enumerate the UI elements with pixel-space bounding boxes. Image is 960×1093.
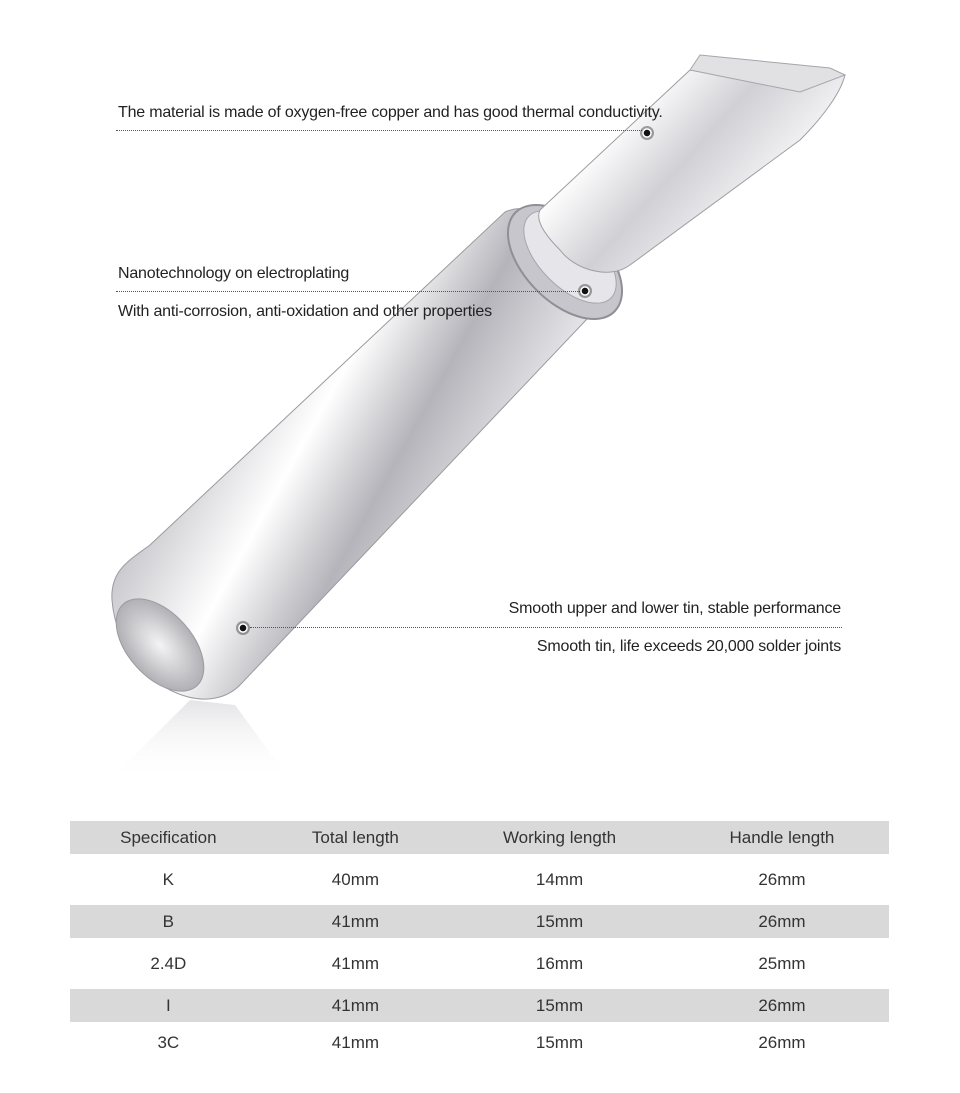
tip-shaft-shape bbox=[539, 70, 845, 272]
spec-table-header-row bbox=[70, 821, 889, 854]
cell-specification: 2.4D bbox=[150, 953, 187, 973]
table-row bbox=[70, 989, 889, 1022]
table-row bbox=[70, 854, 889, 905]
table-row bbox=[70, 905, 889, 938]
spec-table bbox=[70, 821, 889, 1063]
cell-handle-length: 25mm bbox=[758, 953, 806, 973]
callout-material-text: The material is made of oxygen-free copper and has good thermal conductivity. bbox=[118, 104, 663, 121]
callout-nano-marker-icon bbox=[578, 284, 592, 298]
callout-nano-title: Nanotechnology on electroplating bbox=[118, 265, 350, 282]
cell-total-length: 41mm bbox=[267, 905, 444, 938]
cell-total-length: 41mm bbox=[331, 1032, 380, 1052]
cell-working-length: 15mm bbox=[444, 905, 675, 938]
header-working-length: Working length bbox=[444, 821, 675, 854]
callout-tin-detail: Smooth tin, life exceeds 20,000 solder joints bbox=[536, 638, 841, 655]
cell-specification: 3C bbox=[157, 1032, 180, 1052]
cell-specification: B bbox=[70, 905, 267, 938]
table-row bbox=[70, 1022, 889, 1063]
callout-material-marker-icon bbox=[640, 126, 654, 140]
cell-working-length: 15mm bbox=[535, 1032, 584, 1052]
callout-tin-leader bbox=[250, 627, 842, 628]
callout-nano-leader bbox=[116, 291, 582, 292]
table-row bbox=[70, 938, 889, 989]
callout-material-leader bbox=[116, 130, 646, 131]
cell-working-length: 15mm bbox=[444, 989, 675, 1022]
callout-nano-detail: With anti-corrosion, anti-oxidation and other properties bbox=[118, 303, 492, 320]
header-handle-length: Handle length bbox=[675, 821, 889, 854]
cell-handle-length: 26mm bbox=[675, 989, 889, 1022]
cell-total-length: 41mm bbox=[331, 953, 380, 973]
callout-tin-marker-icon bbox=[236, 621, 250, 635]
cell-specification: I bbox=[70, 989, 267, 1022]
cell-working-length: 16mm bbox=[535, 953, 584, 973]
cell-handle-length: 26mm bbox=[758, 1032, 806, 1052]
cell-specification: K bbox=[162, 869, 175, 889]
cell-total-length: 40mm bbox=[331, 869, 380, 889]
header-specification: Specification bbox=[70, 821, 267, 854]
callout-tin-title: Smooth upper and lower tin, stable performance bbox=[508, 600, 841, 617]
cell-total-length: 41mm bbox=[267, 989, 444, 1022]
cell-working-length: 14mm bbox=[535, 869, 584, 889]
reflection-shape bbox=[110, 700, 290, 780]
cell-handle-length: 26mm bbox=[675, 905, 889, 938]
cell-handle-length: 26mm bbox=[758, 869, 806, 889]
header-total-length: Total length bbox=[267, 821, 444, 854]
